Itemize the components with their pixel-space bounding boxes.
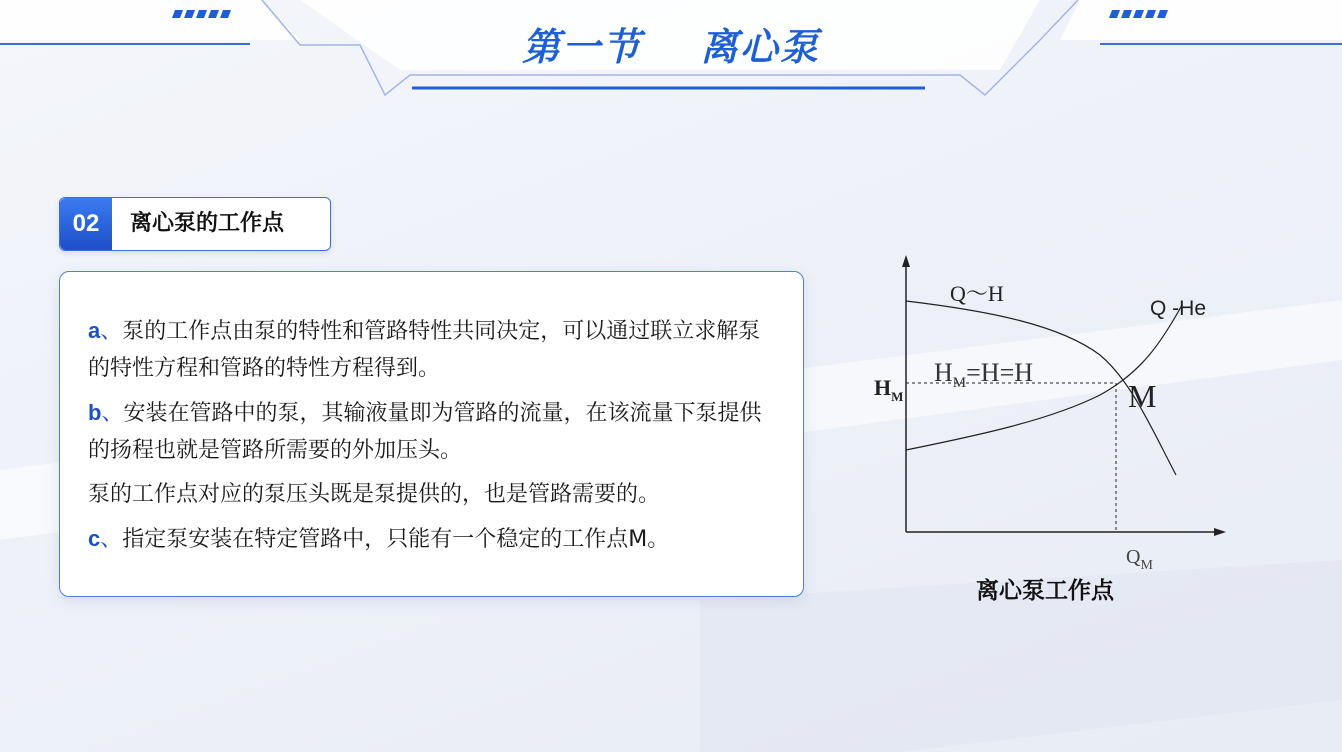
content-box <box>59 271 804 597</box>
section-badge <box>59 197 331 251</box>
x-axis-arrow <box>1214 528 1226 536</box>
system-curve-label: Q -He <box>1150 297 1207 320</box>
section-number: 第一节 <box>521 25 642 69</box>
work-point-label: M <box>1128 378 1157 414</box>
y-axis-arrow <box>902 255 910 267</box>
pump-curve-label: Q～H <box>950 281 1004 306</box>
page-title <box>0 16 1342 71</box>
list-item: 泵的工作点对应的泵压头既是泵提供的，也是管路需要的。 <box>88 482 661 507</box>
list-item: a、泵的工作点由泵的特性和管路特性共同决定，可以通过联立求解泵的特性方程和管路的特性方程得到。 <box>88 318 761 381</box>
list-item: b、安装在管路中的泵，其输液量即为管路的流量，在该流量下泵提供的扬程也就是管路所需要的外加压头。 <box>88 400 762 463</box>
list-item: c、指定泵安装在特定管路中，只能有一个稳定的工作点M。 <box>88 526 670 552</box>
badge-label: 离心泵的工作点 <box>130 211 285 236</box>
section-title: 离心泵 <box>700 25 821 69</box>
hm-label: $H_M$ <box>874 375 904 404</box>
figure-caption: 离心泵工作点 <box>976 578 1114 604</box>
qm-label: $Q_M$ <box>1126 546 1153 573</box>
work-point-diagram <box>860 245 1260 585</box>
work-point-equation: $H_M=H=H$ <box>934 358 1034 391</box>
badge-number: 02 <box>60 198 112 250</box>
